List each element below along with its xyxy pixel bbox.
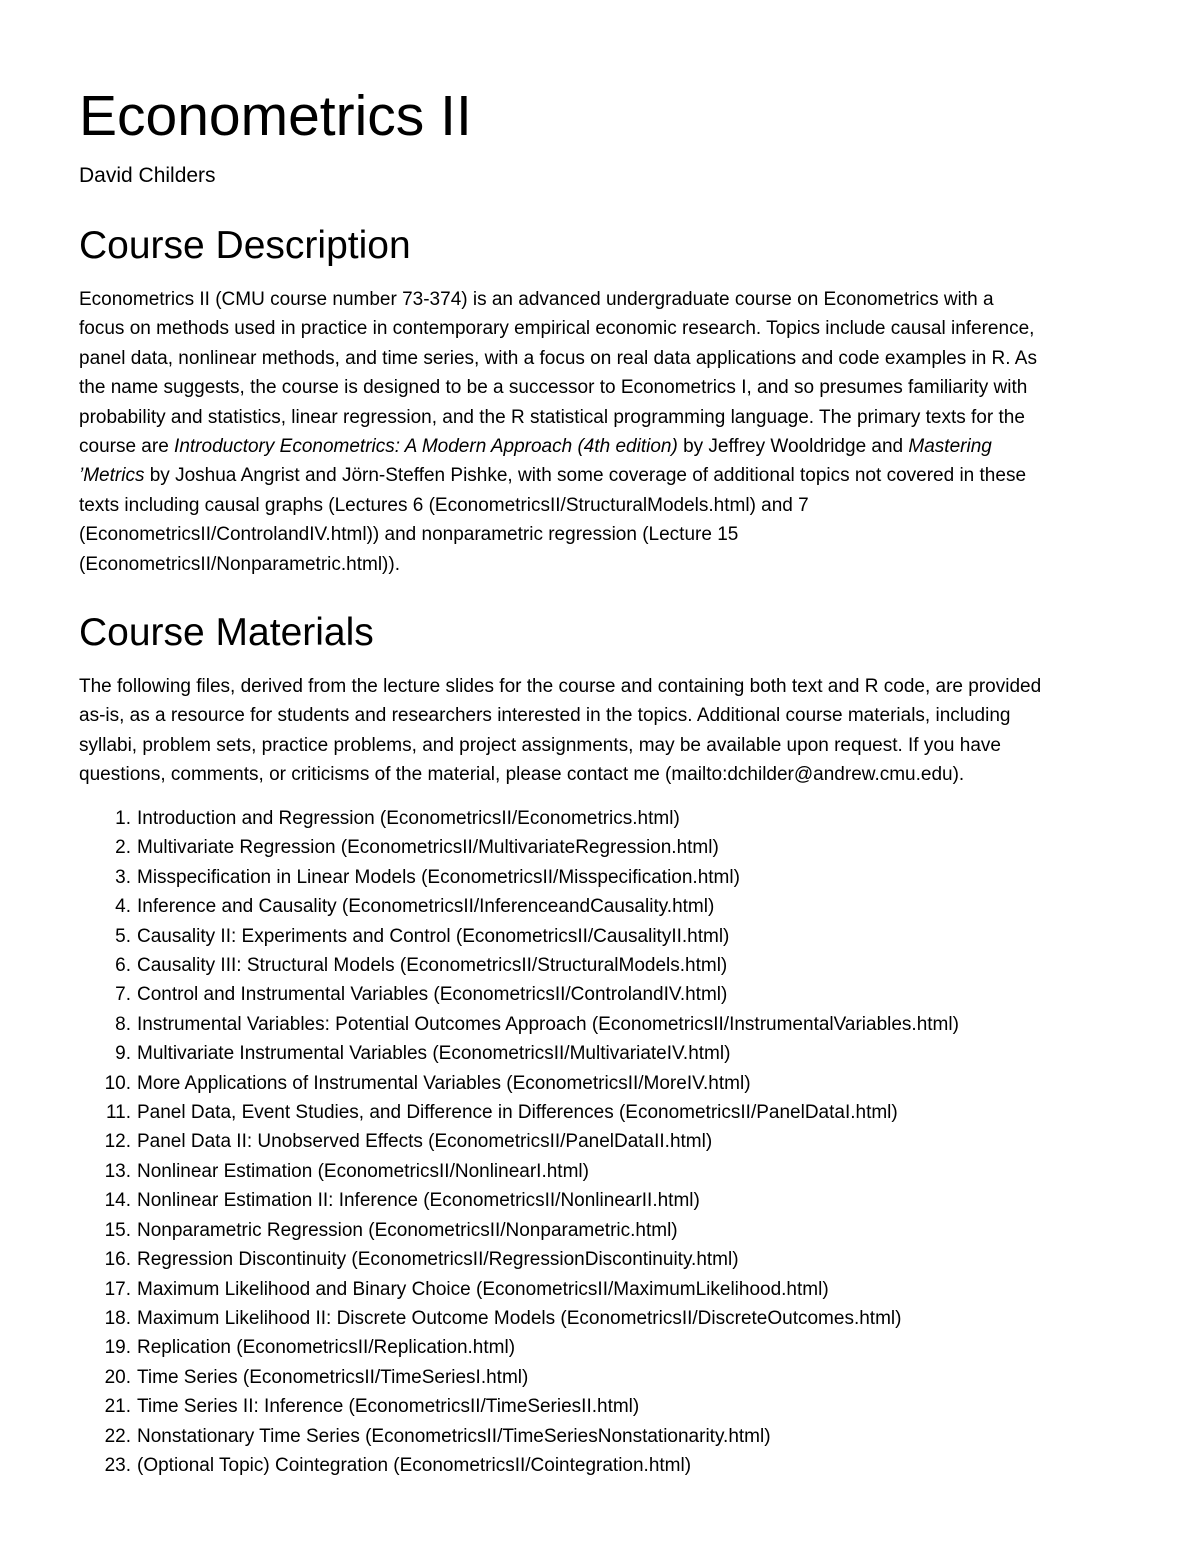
list-number: 12. (104, 1131, 131, 1153)
lecture-link: Multivariate Instrumental Variables (EconometricsII/MultivariateIV.html) (137, 1043, 731, 1065)
list-number: 2. (115, 837, 131, 859)
list-item (79, 1186, 959, 1215)
list-item (79, 833, 959, 862)
lecture-link: Panel Data, Event Studies, and Difference in Differences (EconometricsII/PanelDataI.html) (137, 1102, 898, 1124)
list-number: 8. (115, 1013, 131, 1035)
description-line: focus on methods used in practice in contemporary empirical economic research. Topics include causal inference, (79, 318, 1035, 340)
description-line: texts including causal graphs (Lectures 6 (EconometricsII/StructuralModels.html) and 7 (79, 494, 809, 516)
lecture-link: (Optional Topic) Cointegration (EconometricsII/Cointegration.html) (137, 1454, 692, 1476)
description-line (79, 432, 1129, 461)
lecture-list (79, 804, 959, 1480)
list-item (79, 1275, 959, 1304)
list-number: 21. (104, 1396, 131, 1418)
list-item (79, 1304, 959, 1333)
list-number: 13. (104, 1160, 131, 1182)
list-number: 7. (115, 984, 131, 1006)
list-number: 6. (115, 955, 131, 977)
list-number: 23. (104, 1454, 131, 1476)
list-number: 16. (104, 1249, 131, 1271)
list-number: 18. (104, 1307, 131, 1329)
materials-line: syllabi, problem sets, practice problems, and project assignments, may be available upon request. If you have (79, 734, 1001, 756)
list-item (79, 1392, 959, 1421)
lecture-link: Replication (EconometricsII/Replication.html) (137, 1337, 516, 1359)
course-materials-heading: Course Materials (79, 611, 374, 654)
list-item (79, 980, 959, 1009)
lecture-link: Maximum Likelihood II: Discrete Outcome Models (EconometricsII/DiscreteOutcomes.html) (137, 1307, 902, 1329)
materials-line: The following files, derived from the lecture slides for the course and containing both text and R code, are provided (79, 676, 1042, 697)
lecture-link: Nonparametric Regression (EconometricsII/Nonparametric.html) (137, 1219, 678, 1241)
list-item (79, 922, 959, 951)
list-item (79, 951, 959, 980)
lecture-link: Nonlinear Estimation II: Inference (EconometricsII/NonlinearII.html) (137, 1190, 700, 1212)
description-text: course are (79, 436, 175, 458)
course-description-paragraph (79, 285, 1129, 579)
book-title-wooldridge: Introductory Econometrics: A Modern Approach (4th edition) (174, 436, 678, 458)
description-text: by Joshua Angrist and Jörn-Steffen Pishke, with some coverage of additional topics not covered in these (144, 465, 1027, 487)
list-item (79, 1039, 959, 1068)
list-number: 10. (104, 1072, 131, 1094)
description-line: probability and statistics, linear regression, and the R statistical programming language. The primary texts for the (79, 406, 1025, 428)
list-item (79, 1157, 959, 1186)
list-number: 22. (104, 1425, 131, 1447)
lecture-link: Time Series (EconometricsII/TimeSeriesI.html) (137, 1366, 529, 1388)
description-line: panel data, nonlinear methods, and time series, with a focus on real data applications and code examples in R. As (79, 347, 1037, 369)
list-item (79, 1363, 959, 1392)
description-line: (EconometricsII/Nonparametric.html)). (79, 553, 400, 575)
description-line: Econometrics II (CMU course number 73-374) is an advanced undergraduate course on Econometrics with a (79, 289, 994, 310)
list-number: 20. (104, 1366, 131, 1388)
list-item (79, 1098, 959, 1127)
lecture-link: Causality II: Experiments and Control (EconometricsII/CausalityII.html) (137, 925, 730, 947)
lecture-link: Maximum Likelihood and Binary Choice (EconometricsII/MaximumLikelihood.html) (137, 1278, 829, 1300)
lecture-link: Misspecification in Linear Models (EconometricsII/Misspecification.html) (137, 866, 740, 888)
description-line (79, 461, 1129, 490)
list-item (79, 892, 959, 921)
description-line: (EconometricsII/ControlandIV.html)) and nonparametric regression (Lecture 15 (79, 524, 739, 546)
author-name: David Childers (79, 164, 216, 187)
book-title-mastering-metrics: Mastering (908, 436, 992, 458)
lecture-link: Time Series II: Inference (EconometricsII/TimeSeriesII.html) (137, 1396, 640, 1418)
list-number: 9. (115, 1043, 131, 1065)
list-item (79, 1069, 959, 1098)
list-item (79, 863, 959, 892)
lecture-link: Introduction and Regression (EconometricsII/Econometrics.html) (137, 808, 680, 829)
list-item (79, 1451, 959, 1480)
list-number: 11. (105, 1102, 131, 1124)
list-number: 15. (104, 1219, 131, 1241)
lecture-link: Nonlinear Estimation (EconometricsII/NonlinearI.html) (137, 1160, 589, 1182)
description-text: by Jeffrey Wooldridge and (677, 436, 909, 458)
lecture-link: Instrumental Variables: Potential Outcomes Approach (EconometricsII/InstrumentalVariables.html) (137, 1013, 959, 1035)
list-number: 17. (104, 1278, 131, 1300)
course-description-heading: Course Description (79, 224, 411, 267)
list-item (79, 1010, 959, 1039)
lecture-link: Panel Data II: Unobserved Effects (EconometricsII/PanelDataII.html) (137, 1131, 713, 1153)
book-title-mastering-metrics-cont: ’Metrics (79, 465, 145, 487)
list-item (79, 1333, 959, 1362)
list-number: 4. (115, 896, 131, 918)
lecture-link: More Applications of Instrumental Variables (EconometricsII/MoreIV.html) (137, 1072, 751, 1094)
list-item (79, 1216, 959, 1245)
list-number: 14. (104, 1190, 131, 1212)
lecture-link: Nonstationary Time Series (EconometricsII/TimeSeriesNonstationarity.html) (137, 1425, 771, 1447)
lecture-link: Causality III: Structural Models (EconometricsII/StructuralModels.html) (137, 955, 728, 977)
lecture-link: Control and Instrumental Variables (EconometricsII/ControlandIV.html) (137, 984, 728, 1006)
materials-line: as-is, as a resource for students and researchers interested in the topics. Additional course materials, including (79, 705, 1011, 727)
lecture-link: Inference and Causality (EconometricsII/InferenceandCausality.html) (137, 896, 715, 918)
list-number: 1. (115, 808, 131, 829)
lecture-link: Multivariate Regression (EconometricsII/MultivariateRegression.html) (137, 837, 719, 859)
description-line: the name suggests, the course is designed to be a successor to Econometrics I, and so presumes familiarity with (79, 377, 1028, 399)
list-item (79, 1245, 959, 1274)
materials-line: questions, comments, or criticisms of the material, please contact me (mailto:dchilder@andrew.cmu.edu). (79, 764, 965, 786)
list-item (79, 804, 959, 833)
list-number: 19. (104, 1337, 131, 1359)
page-title: Econometrics II (79, 84, 472, 148)
list-item (79, 1127, 959, 1156)
lecture-link: Regression Discontinuity (EconometricsII/RegressionDiscontinuity.html) (137, 1249, 739, 1271)
list-number: 5. (115, 925, 131, 947)
list-number: 3. (115, 866, 131, 888)
course-materials-paragraph (79, 672, 1129, 790)
list-item (79, 1422, 959, 1451)
